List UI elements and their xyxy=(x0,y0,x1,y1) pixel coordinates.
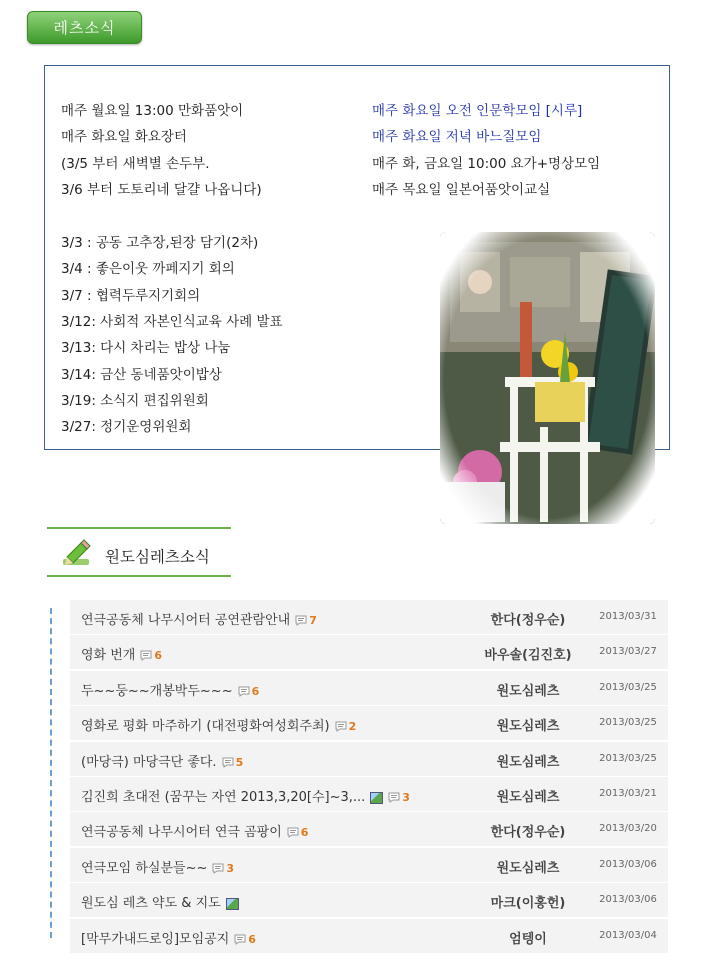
post-title[interactable]: 연극모임 하실분들~~ xyxy=(81,860,208,876)
post-author[interactable]: 원도심레츠 xyxy=(496,719,560,735)
post-title[interactable]: 두~~둥~~개봉박두~~~ xyxy=(81,683,233,699)
post-date: 2013/03/21 xyxy=(599,788,657,799)
post-title-link[interactable] xyxy=(81,892,239,911)
post-author[interactable]: 원도심레츠 xyxy=(496,790,560,805)
comment-icon xyxy=(388,792,400,803)
section-title: 원도심레츠소식 xyxy=(105,548,210,566)
notice-left-line: (3/5 부터 새벽별 손두부. xyxy=(61,156,210,172)
event-line: 3/27: 정기운영위원회 xyxy=(61,419,192,435)
post-author[interactable]: 한다(정우순) xyxy=(490,825,566,841)
post-title[interactable]: 영화로 평화 마주하기 (대전평화여성회주최) xyxy=(81,719,330,735)
post-row[interactable] xyxy=(70,671,668,705)
event-line: 3/4 : 좋은이웃 까페지기 회의 xyxy=(61,261,235,277)
post-title[interactable]: 연극공동체 나무시어터 공연관람안내 xyxy=(81,613,291,628)
post-title-link[interactable] xyxy=(81,609,317,628)
post-author[interactable]: 엄텡이 xyxy=(509,931,547,947)
post-title-link[interactable] xyxy=(81,821,308,840)
comment-count[interactable]: 3 xyxy=(226,861,235,875)
post-title-link[interactable] xyxy=(81,715,356,734)
image-attachment-icon xyxy=(370,792,383,804)
notice-right-line: 매주 화요일 저녁 바느질모임 xyxy=(372,129,542,145)
comment-icon xyxy=(295,615,307,626)
event-line: 3/12: 사회적 자본인식교육 사례 발표 xyxy=(61,314,283,330)
comment-count[interactable]: 2 xyxy=(348,720,357,734)
post-row[interactable] xyxy=(70,742,668,776)
post-date: 2013/03/04 xyxy=(599,929,657,941)
post-date: 2013/03/06 xyxy=(599,858,657,870)
post-author[interactable]: 마크(이홍헌) xyxy=(490,896,566,912)
post-title[interactable]: [막무가내드로잉]모임공지 xyxy=(81,931,230,947)
post-row[interactable] xyxy=(70,848,668,882)
event-line: 3/13: 다시 차리는 밥상 나눔 xyxy=(61,340,231,356)
comment-count[interactable]: 5 xyxy=(235,755,244,769)
post-row[interactable] xyxy=(70,777,668,811)
post-title-link[interactable] xyxy=(81,857,234,876)
post-title[interactable]: 원도심 레츠 약도 & 지도 xyxy=(81,896,221,912)
post-row[interactable] xyxy=(70,706,668,740)
notice-left-line: 매주 월요일 13:00 만화품앗이 xyxy=(61,103,244,119)
news-tab-button[interactable]: 레츠소식 xyxy=(27,11,142,44)
comment-count[interactable]: 6 xyxy=(248,932,256,946)
post-author[interactable]: 원도심레츠 xyxy=(496,683,560,699)
notice-left-line: 3/6 부터 도토리네 달걀 나옵니다) xyxy=(61,182,262,198)
post-title[interactable]: 영화 번개 xyxy=(81,648,136,664)
comment-count[interactable]: 7 xyxy=(309,614,317,627)
post-title[interactable]: 김진희 초대전 (꿈꾸는 자연 2013,3,20[수]~3,... xyxy=(81,790,366,805)
post-date: 2013/03/06 xyxy=(599,894,657,906)
post-date: 2013/03/25 xyxy=(599,681,657,693)
post-date: 2013/03/25 xyxy=(599,752,657,764)
post-title-link[interactable] xyxy=(81,751,243,770)
post-title[interactable]: 연극공동체 나무시어터 연극 곰팡이 xyxy=(81,825,282,841)
comment-icon xyxy=(238,686,250,697)
post-row[interactable] xyxy=(70,600,668,634)
post-author[interactable]: 원도심레츠 xyxy=(496,860,560,876)
comment-icon xyxy=(212,863,224,874)
pencil-icon xyxy=(61,537,93,569)
comment-icon xyxy=(140,650,152,661)
post-title-link[interactable] xyxy=(81,644,162,663)
post-author[interactable]: 한다(정우순) xyxy=(490,613,566,628)
post-author[interactable]: 원도심레츠 xyxy=(496,754,560,770)
event-line: 3/3 : 공동 고추장,된장 담기(2차) xyxy=(61,235,259,251)
comment-icon xyxy=(335,721,347,732)
post-title-link[interactable] xyxy=(81,786,410,805)
comment-icon xyxy=(287,827,299,838)
post-date: 2013/03/25 xyxy=(599,717,657,729)
post-author[interactable]: 바우솔(김진호) xyxy=(484,648,572,664)
notice-right-line: 매주 목요일 일본어품앗이교실 xyxy=(372,182,551,198)
list-divider xyxy=(50,608,52,938)
post-title-link[interactable] xyxy=(81,928,256,947)
post-title-link[interactable] xyxy=(81,680,259,699)
post-row[interactable] xyxy=(70,812,668,846)
post-date: 2013/03/27 xyxy=(599,646,657,658)
comment-icon xyxy=(222,757,234,768)
post-date: 2013/03/31 xyxy=(599,611,657,622)
notice-right-line: 매주 화요일 오전 인문학모임 [시루] xyxy=(372,103,583,119)
comment-count[interactable]: 3 xyxy=(402,791,410,804)
comment-count[interactable]: 6 xyxy=(300,826,309,840)
post-title[interactable]: (마당극) 마당극단 좋다. xyxy=(81,754,217,770)
event-line: 3/7 : 협력두루지기회의 xyxy=(61,288,201,304)
post-row[interactable] xyxy=(70,635,668,669)
event-line: 3/14: 금산 동네품앗이밥상 xyxy=(61,367,222,383)
storefront-photo xyxy=(440,232,655,524)
event-line: 3/19: 소식지 편집위원회 xyxy=(61,393,209,409)
post-date: 2013/03/20 xyxy=(599,823,657,835)
post-row[interactable] xyxy=(70,883,668,917)
notice-right-line: 매주 화, 금요일 10:00 요가+명상모임 xyxy=(372,156,601,172)
post-row[interactable] xyxy=(70,919,668,953)
notice-left-line: 매주 화요일 화요장터 xyxy=(61,129,187,145)
comment-count[interactable]: 6 xyxy=(251,684,260,698)
comment-icon xyxy=(234,934,246,945)
comment-count[interactable]: 6 xyxy=(154,649,163,663)
image-attachment-icon xyxy=(226,898,239,910)
section-header xyxy=(47,527,231,577)
